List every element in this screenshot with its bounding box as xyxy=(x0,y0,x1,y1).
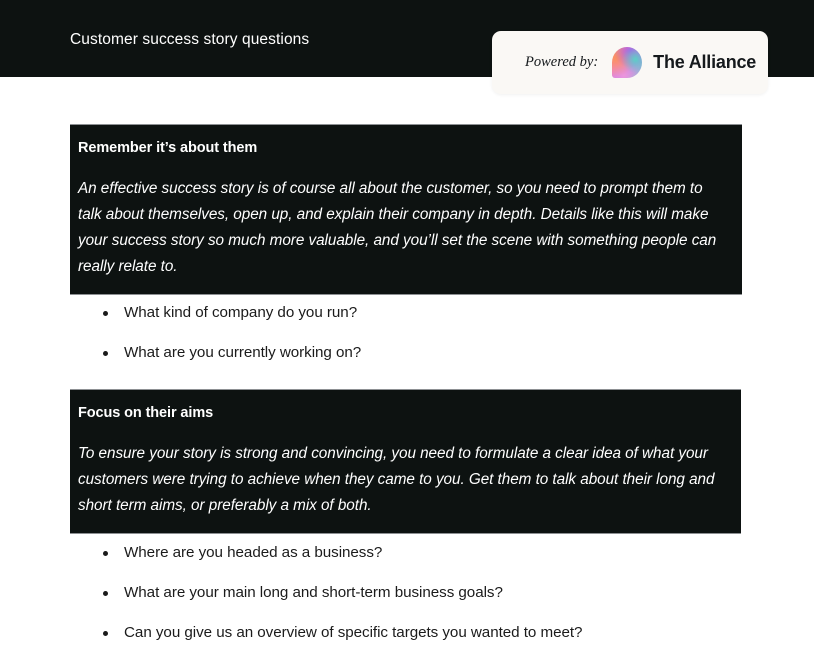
list-item: What are you currently working on? xyxy=(96,342,361,364)
list-item: Where are you headed as a business? xyxy=(96,542,582,564)
powered-by-card xyxy=(492,31,768,94)
page-title: Customer success story questions xyxy=(70,31,310,48)
question-list-section-2 xyxy=(96,542,582,662)
brand-name: The Alliance xyxy=(653,52,757,72)
callout-focus-on-their-aims xyxy=(70,389,741,534)
list-item: Can you give us an overview of specific targets you wanted to meet? xyxy=(96,622,582,644)
callout-remember-its-about-them xyxy=(70,124,742,295)
callout-heading: Remember it’s about them xyxy=(78,140,258,156)
question-list-section-1 xyxy=(96,302,361,382)
alliance-gradient-circle-logo-icon xyxy=(612,47,642,78)
callout-heading: Focus on their aims xyxy=(78,405,214,421)
callout-body-text: An effective success story is of course all about the customer, so you need to prompt them to talk about themselves, open up, and explain their company in depth. Details like this will make your success story so much more valuable, and you’ll set the scene with something people can really relate to. xyxy=(78,180,717,275)
list-item: What are your main long and short-term business goals? xyxy=(96,582,582,604)
powered-by-label: Powered by: xyxy=(525,54,599,70)
callout-body-text: To ensure your story is strong and convincing, you need to formulate a clear idea of what your customers were trying to achieve when they came to you. Get them to talk about their long and short term aims, or preferably a mix of both. xyxy=(78,445,715,514)
list-item: What kind of company do you run? xyxy=(96,302,361,324)
